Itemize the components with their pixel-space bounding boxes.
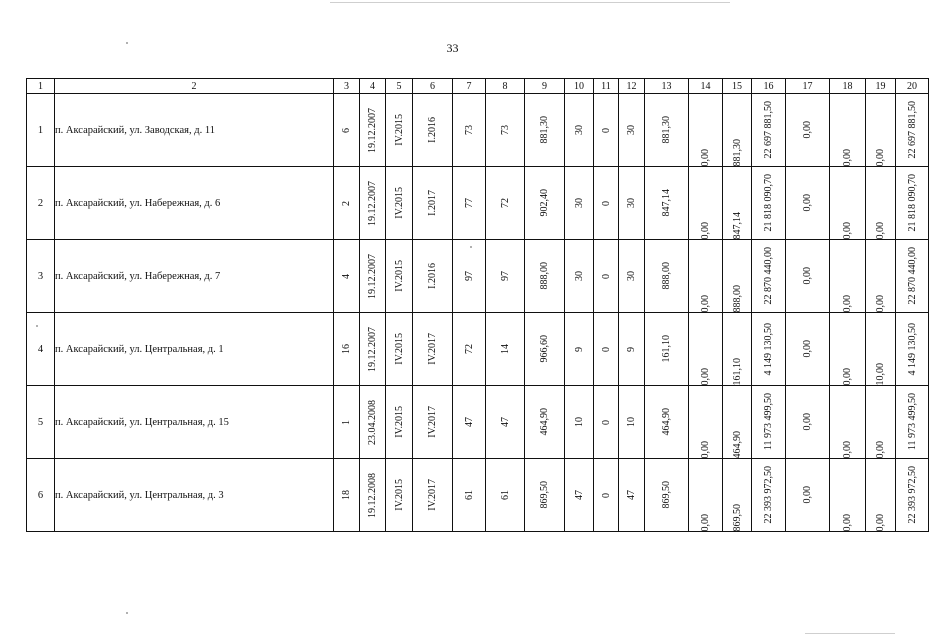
cell-value: 0,00 xyxy=(842,440,853,458)
cell-value: 22 697 881,50 xyxy=(763,101,774,159)
cell-value: IV.2017 xyxy=(427,479,438,511)
column-number-cell: 1 xyxy=(27,79,55,94)
table-row xyxy=(27,94,929,167)
cell-value: 21 818 090,70 xyxy=(763,174,774,232)
rotated-value-cell xyxy=(565,313,594,386)
cell-value: 22 393 972,50 xyxy=(906,466,918,524)
rotated-value-cell xyxy=(360,240,386,313)
column-number-cell: 14 xyxy=(689,79,723,94)
rotated-value-cell xyxy=(619,240,645,313)
column-number-cell: 20 xyxy=(896,79,929,94)
cell-value: 0,00 xyxy=(700,221,711,239)
cell-value: 888,00 xyxy=(539,262,550,290)
rotated-value-cell xyxy=(689,240,723,313)
table-row xyxy=(27,240,929,313)
cell-value: 97 xyxy=(463,271,475,281)
address-cell: п. Аксарайский, ул. Центральная, д. 1 xyxy=(55,313,334,386)
rotated-value-cell xyxy=(645,94,689,167)
cell-value: 16 xyxy=(341,344,352,354)
cell-value: 847,14 xyxy=(661,189,672,217)
cell-value: 0,00 xyxy=(700,513,711,531)
address-cell: п. Аксарайский, ул. Центральная, д. 3 xyxy=(55,459,334,532)
rotated-value-cell xyxy=(386,459,413,532)
register-sheet xyxy=(26,78,918,540)
cell-value: 0,00 xyxy=(802,486,813,504)
cell-value: 869,50 xyxy=(661,481,672,509)
rotated-value-cell xyxy=(689,459,723,532)
cell-value: 0,00 xyxy=(842,367,853,385)
rotated-value-cell xyxy=(413,386,453,459)
cell-value: 9 xyxy=(626,346,637,352)
rotated-value-cell xyxy=(619,386,645,459)
rotated-value-cell xyxy=(386,240,413,313)
rotated-value-cell xyxy=(786,167,830,240)
rotated-value-cell xyxy=(486,313,525,386)
rotated-value-cell xyxy=(386,313,413,386)
cell-value: 966,60 xyxy=(539,335,550,363)
column-number-cell: 13 xyxy=(645,79,689,94)
column-number-cell: 4 xyxy=(360,79,386,94)
rotated-value-cell xyxy=(565,94,594,167)
address-cell: п. Аксарайский, ул. Набережная, д. 6 xyxy=(55,167,334,240)
cell-value: 0,00 xyxy=(875,221,886,239)
rotated-value-cell xyxy=(565,240,594,313)
rotated-value-cell xyxy=(525,240,565,313)
rotated-value-cell xyxy=(453,313,486,386)
rotated-value-cell xyxy=(723,459,752,532)
rotated-value-cell xyxy=(453,386,486,459)
rotated-value-cell xyxy=(594,94,619,167)
column-number-cell: 6 xyxy=(413,79,453,94)
rotated-value-cell xyxy=(866,94,896,167)
column-number-cell: 17 xyxy=(786,79,830,94)
rotated-value-cell xyxy=(786,386,830,459)
rotated-value-cell xyxy=(360,386,386,459)
rotated-value-cell xyxy=(645,459,689,532)
cell-value: 2 xyxy=(341,200,352,206)
rotated-value-cell xyxy=(896,240,929,313)
row-index-cell: 5 xyxy=(27,386,55,459)
scan-speck xyxy=(126,612,128,614)
rotated-value-cell xyxy=(594,459,619,532)
cell-value: 97 xyxy=(499,271,511,281)
cell-value: 0,00 xyxy=(700,294,711,312)
cell-value: 0 xyxy=(600,273,612,279)
rotated-value-cell xyxy=(896,459,929,532)
cell-value: 464,90 xyxy=(539,408,550,436)
column-number-cell: 9 xyxy=(525,79,565,94)
cell-value: 0,00 xyxy=(700,148,711,166)
cell-value: 888,00 xyxy=(661,262,672,290)
column-number-cell: 7 xyxy=(453,79,486,94)
cell-value: 0,00 xyxy=(842,294,853,312)
rotated-value-cell xyxy=(786,459,830,532)
cell-value: 23.04.2008 xyxy=(367,399,378,445)
page-number: 33 xyxy=(446,41,459,55)
column-number-row xyxy=(27,79,929,94)
rotated-value-cell xyxy=(752,240,786,313)
column-number-cell: 8 xyxy=(486,79,525,94)
column-number-cell: 12 xyxy=(619,79,645,94)
table-row xyxy=(27,459,929,532)
cell-value: 0,00 xyxy=(802,413,813,431)
cell-value: 0 xyxy=(600,492,612,498)
cell-value: 47 xyxy=(626,490,637,500)
cell-value: 61 xyxy=(463,490,475,500)
cell-value: 11 973 499,50 xyxy=(906,393,918,451)
rotated-value-cell xyxy=(866,240,896,313)
cell-value: I.2016 xyxy=(427,117,438,143)
cell-value: IV.2015 xyxy=(393,187,405,219)
rotated-value-cell xyxy=(453,459,486,532)
scan-edge-line xyxy=(330,2,730,3)
rotated-value-cell xyxy=(752,94,786,167)
cell-value: 19.12.2007 xyxy=(367,180,378,226)
cell-value: IV.2017 xyxy=(427,406,438,438)
cell-value: 0,00 xyxy=(802,121,813,139)
rotated-value-cell xyxy=(752,313,786,386)
cell-value: 73 xyxy=(463,125,475,135)
cell-value: 0,00 xyxy=(700,367,711,385)
rotated-value-cell xyxy=(689,167,723,240)
cell-value: 0,00 xyxy=(842,221,853,239)
cell-value: 19.12.2007 xyxy=(367,326,378,372)
rotated-value-cell xyxy=(594,240,619,313)
cell-value: 19.12.2008 xyxy=(367,472,378,518)
cell-value: 22 697 881,50 xyxy=(906,101,918,159)
rotated-value-cell xyxy=(360,94,386,167)
cell-value: 72 xyxy=(499,198,511,208)
cell-value: 22 393 972,50 xyxy=(763,466,774,524)
row-index-cell: 4 xyxy=(27,313,55,386)
cell-value: 30 xyxy=(573,271,585,281)
rotated-value-cell xyxy=(830,94,866,167)
cell-value: 881,30 xyxy=(731,138,743,166)
rotated-value-cell xyxy=(334,240,360,313)
rotated-value-cell xyxy=(565,459,594,532)
rotated-value-cell xyxy=(594,313,619,386)
rotated-value-cell xyxy=(565,167,594,240)
cell-value: IV.2015 xyxy=(393,333,405,365)
column-number-cell: 3 xyxy=(334,79,360,94)
row-index-cell: 6 xyxy=(27,459,55,532)
cell-value: 0,00 xyxy=(842,513,853,531)
cell-value: 888,00 xyxy=(731,284,743,312)
rotated-value-cell xyxy=(334,459,360,532)
cell-value: 30 xyxy=(626,125,637,135)
rotated-value-cell xyxy=(413,459,453,532)
rotated-value-cell xyxy=(723,240,752,313)
rotated-value-cell xyxy=(486,459,525,532)
cell-value: I.2017 xyxy=(427,190,438,216)
cell-value: 0 xyxy=(600,419,612,425)
rotated-value-cell xyxy=(486,167,525,240)
cell-value: 47 xyxy=(573,490,585,500)
rotated-value-cell xyxy=(413,94,453,167)
rotated-value-cell xyxy=(723,167,752,240)
cell-value: 22 870 440,00 xyxy=(763,247,774,305)
scan-speck xyxy=(470,246,472,248)
cell-value: 0,00 xyxy=(875,513,886,531)
rotated-value-cell xyxy=(645,386,689,459)
cell-value: 881,30 xyxy=(539,116,550,144)
cell-value: 0,00 xyxy=(802,267,813,285)
rotated-value-cell xyxy=(723,94,752,167)
cell-value: 19.12.2007 xyxy=(367,253,378,299)
cell-value: IV.2015 xyxy=(393,114,405,146)
scan-speck xyxy=(126,42,128,44)
rotated-value-cell xyxy=(334,94,360,167)
cell-value: 14 xyxy=(499,344,511,354)
rotated-value-cell xyxy=(645,240,689,313)
rotated-value-cell xyxy=(486,94,525,167)
rotated-value-cell xyxy=(619,94,645,167)
rotated-value-cell xyxy=(689,94,723,167)
cell-value: 4 xyxy=(341,273,352,279)
row-index-cell: 3 xyxy=(27,240,55,313)
rotated-value-cell xyxy=(896,167,929,240)
cell-value: 10,00 xyxy=(875,362,886,385)
row-index-cell: 1 xyxy=(27,94,55,167)
cell-value: IV.2015 xyxy=(393,260,405,292)
column-number-cell: 11 xyxy=(594,79,619,94)
rotated-value-cell xyxy=(453,240,486,313)
rotated-value-cell xyxy=(866,386,896,459)
cell-value: 30 xyxy=(626,271,637,281)
rotated-value-cell xyxy=(334,313,360,386)
cell-value: 72 xyxy=(463,344,475,354)
cell-value: IV.2015 xyxy=(393,479,405,511)
rotated-value-cell xyxy=(645,313,689,386)
cell-value: 30 xyxy=(573,125,585,135)
column-number-cell: 2 xyxy=(55,79,334,94)
cell-value: 19.12.2007 xyxy=(367,107,378,153)
rotated-value-cell xyxy=(525,459,565,532)
rotated-value-cell xyxy=(360,313,386,386)
cell-value: 10 xyxy=(573,417,585,427)
column-number-cell: 18 xyxy=(830,79,866,94)
rotated-value-cell xyxy=(594,167,619,240)
rotated-value-cell xyxy=(866,167,896,240)
rotated-value-cell xyxy=(752,459,786,532)
cell-value: 4 149 130,50 xyxy=(763,322,774,376)
column-number-cell: 15 xyxy=(723,79,752,94)
rotated-value-cell xyxy=(723,386,752,459)
cell-value: 73 xyxy=(499,125,511,135)
cell-value: 847,14 xyxy=(731,211,743,239)
cell-value: 0 xyxy=(600,200,612,206)
rotated-value-cell xyxy=(413,167,453,240)
rotated-value-cell xyxy=(619,167,645,240)
cell-value: 464,90 xyxy=(731,430,743,458)
rotated-value-cell xyxy=(565,386,594,459)
cell-value: 0 xyxy=(600,127,612,133)
rotated-value-cell xyxy=(486,386,525,459)
cell-value: 0,00 xyxy=(802,340,813,358)
cell-value: 902,40 xyxy=(539,189,550,217)
cell-value: 77 xyxy=(463,198,475,208)
rotated-value-cell xyxy=(689,386,723,459)
row-index-cell: 2 xyxy=(27,167,55,240)
rotated-value-cell xyxy=(619,459,645,532)
rotated-value-cell xyxy=(525,167,565,240)
rotated-value-cell xyxy=(525,386,565,459)
cell-value: 0,00 xyxy=(875,294,886,312)
table-row xyxy=(27,386,929,459)
rotated-value-cell xyxy=(786,313,830,386)
rotated-value-cell xyxy=(830,386,866,459)
cell-value: 22 870 440,00 xyxy=(906,247,918,305)
rotated-value-cell xyxy=(830,313,866,386)
rotated-value-cell xyxy=(645,167,689,240)
rotated-value-cell xyxy=(525,313,565,386)
rotated-value-cell xyxy=(453,94,486,167)
cell-value: 21 818 090,70 xyxy=(906,174,918,232)
cell-value: 0,00 xyxy=(802,194,813,212)
column-number-cell: 5 xyxy=(386,79,413,94)
table-row xyxy=(27,313,929,386)
rotated-value-cell xyxy=(334,167,360,240)
cell-value: 881,30 xyxy=(661,116,672,144)
rotated-value-cell xyxy=(619,313,645,386)
scan-speck xyxy=(36,325,38,327)
rotated-value-cell xyxy=(786,240,830,313)
cell-value: 464,90 xyxy=(661,408,672,436)
cell-value: 161,10 xyxy=(661,335,672,363)
cell-value: 30 xyxy=(573,198,585,208)
rotated-value-cell xyxy=(594,386,619,459)
cell-value: 161,10 xyxy=(731,357,743,385)
cell-value: IV.2017 xyxy=(427,333,438,365)
cell-value: 6 xyxy=(341,127,352,133)
cell-value: 9 xyxy=(573,346,585,352)
housing-register-table xyxy=(26,78,929,532)
rotated-value-cell xyxy=(486,240,525,313)
rotated-value-cell xyxy=(896,386,929,459)
cell-value: IV.2015 xyxy=(393,406,405,438)
rotated-value-cell xyxy=(334,386,360,459)
rotated-value-cell xyxy=(413,313,453,386)
cell-value: 869,50 xyxy=(539,481,550,509)
rotated-value-cell xyxy=(689,313,723,386)
rotated-value-cell xyxy=(786,94,830,167)
cell-value: I.2016 xyxy=(427,263,438,289)
cell-value: 0,00 xyxy=(842,148,853,166)
scan-edge-line xyxy=(805,633,895,634)
rotated-value-cell xyxy=(360,167,386,240)
cell-value: 30 xyxy=(626,198,637,208)
cell-value: 18 xyxy=(341,490,352,500)
rotated-value-cell xyxy=(525,94,565,167)
rotated-value-cell xyxy=(866,459,896,532)
rotated-value-cell xyxy=(723,313,752,386)
rotated-value-cell xyxy=(386,386,413,459)
rotated-value-cell xyxy=(386,167,413,240)
cell-value: 0 xyxy=(600,346,612,352)
cell-value: 61 xyxy=(499,490,511,500)
rotated-value-cell xyxy=(752,386,786,459)
cell-value: 869,50 xyxy=(731,503,743,531)
address-cell: п. Аксарайский, ул. Набережная, д. 7 xyxy=(55,240,334,313)
rotated-value-cell xyxy=(866,313,896,386)
rotated-value-cell xyxy=(413,240,453,313)
column-number-cell: 16 xyxy=(752,79,786,94)
cell-value: 11 973 499,50 xyxy=(763,393,774,451)
cell-value: 4 149 130,50 xyxy=(906,322,918,376)
rotated-value-cell xyxy=(896,313,929,386)
rotated-value-cell xyxy=(896,94,929,167)
column-number-cell: 10 xyxy=(565,79,594,94)
column-number-cell: 19 xyxy=(866,79,896,94)
cell-value: 0,00 xyxy=(875,148,886,166)
rotated-value-cell xyxy=(453,167,486,240)
cell-value: 1 xyxy=(341,419,352,425)
rotated-value-cell xyxy=(830,167,866,240)
address-cell: п. Аксарайский, ул. Центральная, д. 15 xyxy=(55,386,334,459)
cell-value: 47 xyxy=(463,417,475,427)
rotated-value-cell xyxy=(360,459,386,532)
cell-value: 47 xyxy=(499,417,511,427)
cell-value: 10 xyxy=(626,417,637,427)
table-row xyxy=(27,167,929,240)
rotated-value-cell xyxy=(830,459,866,532)
cell-value: 0,00 xyxy=(700,440,711,458)
rotated-value-cell xyxy=(752,167,786,240)
address-cell: п. Аксарайский, ул. Заводская, д. 11 xyxy=(55,94,334,167)
cell-value: 0,00 xyxy=(875,440,886,458)
rotated-value-cell xyxy=(830,240,866,313)
rotated-value-cell xyxy=(386,94,413,167)
